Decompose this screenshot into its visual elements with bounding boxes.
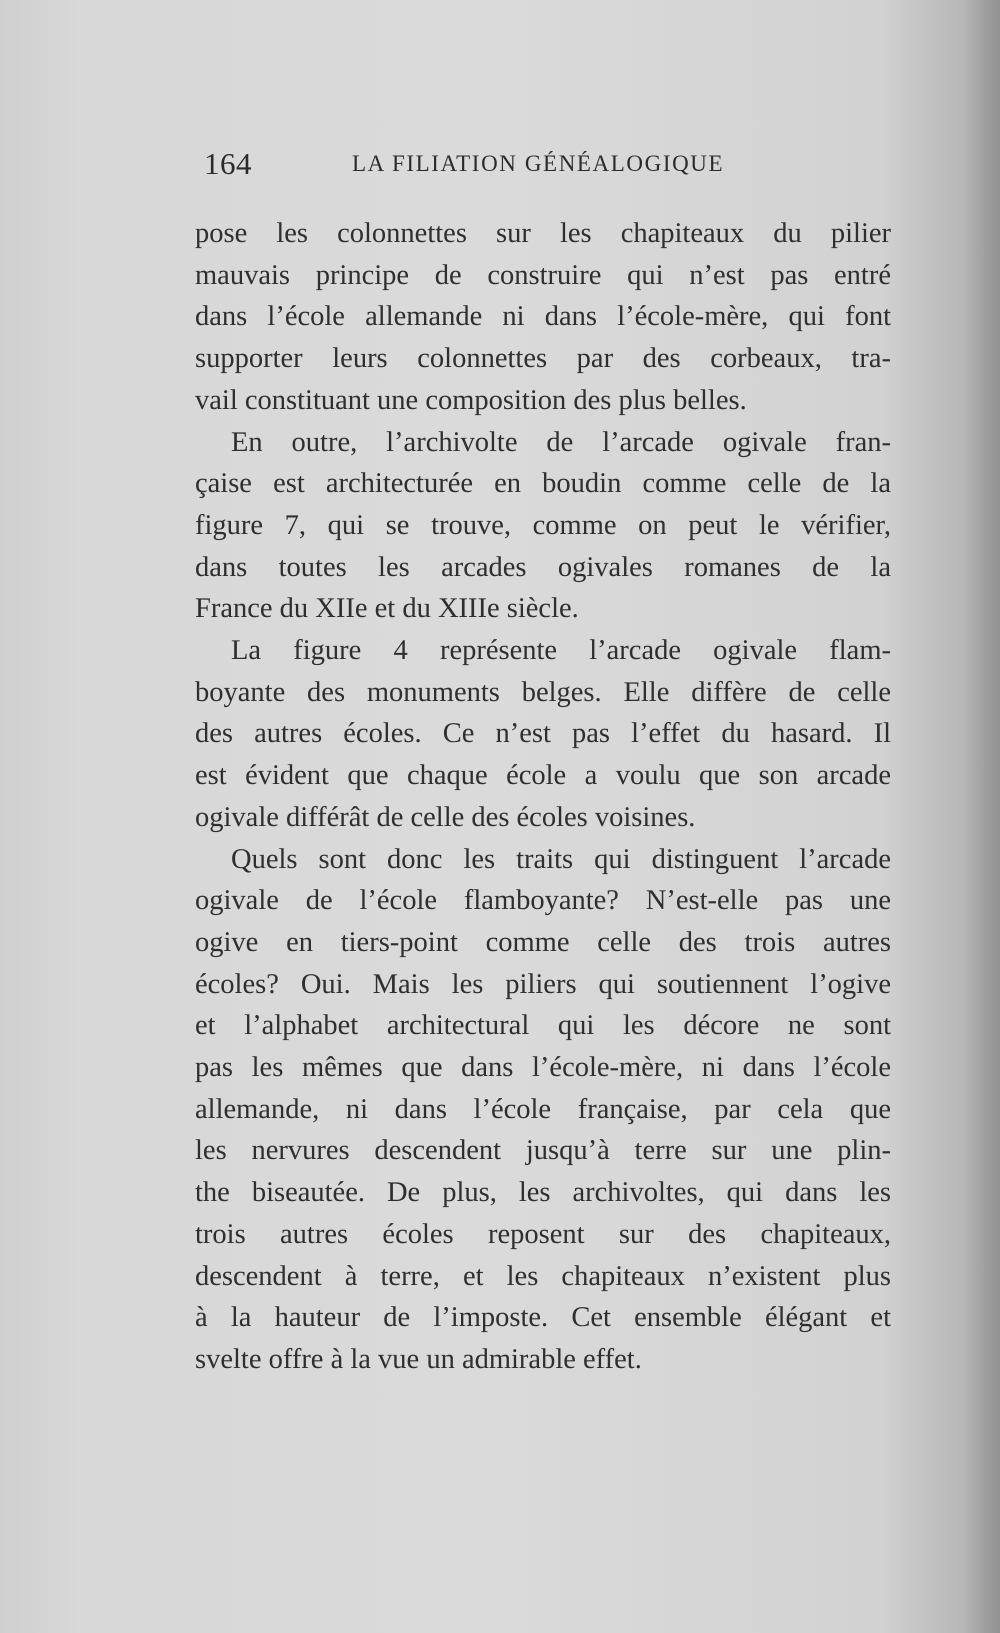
text-line: descendent à terre, et les chapiteaux n’existent plus [195, 1260, 891, 1292]
text-line: svelte offre à la vue un admirable effet. [195, 1343, 642, 1375]
text-line: pas les mêmes que dans l’école-mère, ni dans l’école [195, 1052, 891, 1084]
text-line: mauvais principe de construire qui n’est pas entré [195, 259, 891, 291]
text-line: dans toutes les arcades ogivales romanes de la [195, 551, 891, 583]
page-number: 164 [204, 146, 252, 181]
text-line: les nervures descendent jusqu’à terre sur une plin- [195, 1135, 891, 1167]
text-line: et l’alphabet architectural qui les décore ne sont [195, 1010, 891, 1042]
text-line: pose les colonnettes sur les chapiteaux du pilier [195, 218, 891, 249]
text-line: En outre, l’archivolte de l’arcade ogivale fran- [231, 426, 891, 458]
text-line: des autres écoles. Ce n’est pas l’effet du hasard. Il [195, 718, 891, 750]
paragraph-2 [195, 422, 891, 631]
text-line: vail constituant une composition des plus belles. [195, 384, 747, 416]
paragraph-3 [195, 630, 891, 839]
text-line: supporter leurs colonnettes par des corbeaux, tra- [195, 343, 891, 375]
body-text [195, 213, 891, 1381]
text-line: boyante des monuments belges. Elle diffère de celle [195, 676, 891, 708]
paragraph-1 [195, 213, 891, 422]
text-line: ogivale différât de celle des écoles voisines. [195, 801, 696, 833]
text-line: est évident que chaque école a voulu que son arcade [195, 760, 891, 792]
running-title: LA FILIATION GÉNÉALOGIQUE [352, 151, 725, 176]
text-line: Quels sont donc les traits qui distinguent l’arcade [231, 843, 891, 875]
text-line: La figure 4 représente l’arcade ogivale flam- [231, 635, 891, 667]
text-line: dans l’école allemande ni dans l’école-mère, qui font [195, 301, 891, 333]
text-line: France du XIIe et du XIIIe siècle. [195, 593, 579, 625]
text-line: ogive en tiers-point comme celle des trois autres [195, 926, 891, 958]
paragraph-4 [195, 839, 891, 1381]
running-head [204, 146, 752, 186]
text-line: allemande, ni dans l’école française, par cela que [195, 1093, 891, 1125]
text-line: the biseautée. De plus, les archivoltes, qui dans les [195, 1177, 891, 1209]
text-line: trois autres écoles reposent sur des chapiteaux, [195, 1218, 891, 1250]
text-line: figure 7, qui se trouve, comme on peut le vérifier, [195, 509, 891, 541]
text-line: çaise est architecturée en boudin comme celle de la [195, 468, 891, 500]
text-line: écoles? Oui. Mais les piliers qui soutiennent l’ogive [195, 968, 891, 1000]
text-line: ogivale de l’école flamboyante? N’est-elle pas une [195, 885, 891, 917]
text-line: à la hauteur de l’imposte. Cet ensemble élégant et [195, 1302, 891, 1334]
